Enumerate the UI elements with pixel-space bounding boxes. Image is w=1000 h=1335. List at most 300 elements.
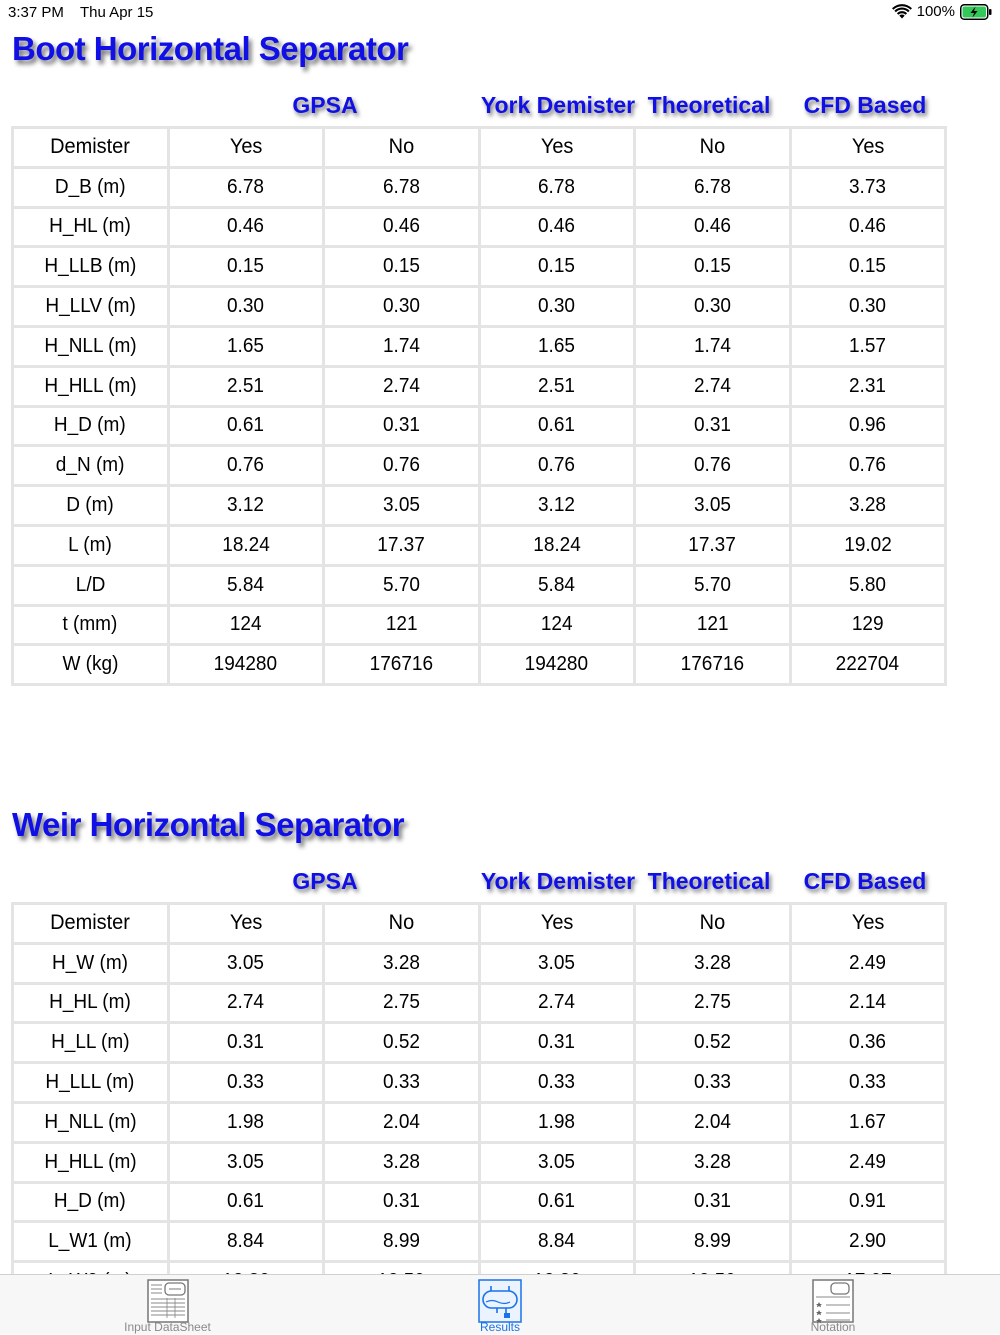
cell-text: 0.30 [693, 295, 731, 318]
cell-text: 0.30 [538, 295, 576, 318]
table-row [13, 486, 946, 526]
value-cell [324, 983, 480, 1023]
cell-text: 3.05 [382, 494, 420, 517]
value-cell [790, 167, 946, 207]
cell-text: 2.49 [849, 1150, 887, 1173]
cell-text: 0.31 [693, 414, 731, 437]
separator-vessel-icon [477, 1278, 523, 1324]
cell-text: H_LL (m) [51, 1031, 130, 1054]
parameter-label [13, 1142, 169, 1182]
cell-text: 1.98 [227, 1110, 265, 1133]
cell-text: 2.51 [538, 374, 576, 397]
table-row [13, 1222, 946, 1262]
cell-text: 0.15 [227, 255, 265, 278]
value-cell [324, 366, 480, 406]
value-cell [324, 605, 480, 645]
cell-text: 0.61 [538, 414, 576, 437]
cell-text: 124 [540, 613, 573, 636]
status-date: Thu Apr 15 [80, 4, 154, 21]
cell-text: 176716 [680, 653, 744, 676]
cell-text: L/D [75, 573, 106, 596]
demister-cell [479, 904, 635, 944]
value-cell [479, 1102, 635, 1142]
cell-text: 0.33 [849, 1071, 887, 1094]
value-cell [168, 565, 324, 605]
parameter-label [13, 167, 169, 207]
section-title: Boot Horizontal Separator [12, 30, 409, 67]
value-cell [635, 605, 791, 645]
value-cell [790, 326, 946, 366]
value-cell [168, 605, 324, 645]
cell-text: No [388, 911, 415, 935]
cell-text: 3.28 [693, 1150, 731, 1173]
value-cell [324, 1023, 480, 1063]
cell-text: D_B (m) [54, 175, 126, 198]
cell-text: 0.15 [693, 255, 731, 278]
value-cell [479, 287, 635, 327]
value-cell [168, 1182, 324, 1222]
value-cell [168, 983, 324, 1023]
value-cell [479, 446, 635, 486]
value-cell [479, 1142, 635, 1182]
value-cell [168, 247, 324, 287]
table-row [13, 1102, 946, 1142]
cell-text: 8.99 [382, 1230, 420, 1253]
value-cell [479, 366, 635, 406]
demister-cell [479, 128, 635, 168]
value-cell [168, 287, 324, 327]
cell-text: 0.31 [382, 414, 420, 437]
cell-text: 0.15 [849, 255, 887, 278]
value-cell [324, 1063, 480, 1103]
group-header-theoretical: Theoretical [647, 868, 771, 894]
cell-text: H_HLL (m) [44, 1150, 137, 1173]
cell-text: Yes [540, 135, 574, 159]
value-cell [635, 167, 791, 207]
cell-text: 0.30 [227, 295, 265, 318]
status-bar [0, 0, 1000, 26]
parameter-label [13, 446, 169, 486]
value-cell [635, 943, 791, 983]
cell-text: 121 [696, 613, 729, 636]
group-header-gpsa: GPSA [292, 92, 358, 118]
table-row [13, 645, 946, 685]
cell-text: 6.78 [382, 175, 420, 198]
cell-text: 0.52 [382, 1031, 420, 1054]
cell-text: 1.74 [693, 334, 731, 357]
table-row [13, 366, 946, 406]
cell-text: 0.61 [227, 414, 265, 437]
value-cell [790, 943, 946, 983]
value-cell [324, 1222, 480, 1262]
cell-text: 0.61 [227, 1190, 265, 1213]
value-cell [324, 207, 480, 247]
cell-text: 124 [229, 613, 262, 636]
cell-text: 8.84 [227, 1230, 265, 1253]
cell-text: 5.70 [382, 573, 420, 596]
boot-results-table [11, 126, 947, 686]
value-cell [479, 1222, 635, 1262]
value-cell [635, 446, 791, 486]
value-cell [790, 645, 946, 685]
table-row [13, 247, 946, 287]
value-cell [790, 207, 946, 247]
tab-bar [0, 1274, 1000, 1334]
table-row [13, 326, 946, 366]
cell-text: 3.05 [538, 951, 576, 974]
cell-text: 0.31 [382, 1190, 420, 1213]
cell-text: 176716 [369, 653, 433, 676]
cell-text: 0.76 [693, 454, 731, 477]
table-row [13, 605, 946, 645]
parameter-label [13, 1023, 169, 1063]
cell-text: 0.61 [538, 1190, 576, 1213]
cell-text: 1.65 [538, 334, 576, 357]
value-cell [635, 326, 791, 366]
cell-text: No [699, 911, 726, 935]
value-cell [479, 943, 635, 983]
cell-text: 0.46 [227, 215, 265, 238]
value-cell [479, 1182, 635, 1222]
value-cell [324, 1142, 480, 1182]
cell-text: 0.46 [382, 215, 420, 238]
parameter-label [13, 605, 169, 645]
value-cell [168, 486, 324, 526]
cell-text: 1.74 [382, 334, 420, 357]
value-cell [790, 983, 946, 1023]
cell-text: 5.84 [538, 573, 576, 596]
group-header-cfd: CFD Based [803, 868, 927, 894]
value-cell [324, 1182, 480, 1222]
group-header-theoretical: Theoretical [647, 92, 771, 118]
cell-text: 2.74 [538, 991, 576, 1014]
cell-text: H_NLL (m) [44, 334, 137, 357]
value-cell [168, 1063, 324, 1103]
value-cell [790, 486, 946, 526]
tab-results[interactable] [440, 1275, 560, 1335]
table-row [13, 446, 946, 486]
results-scroll-view[interactable] [0, 26, 1000, 1274]
demister-cell [635, 128, 791, 168]
cell-text: 8.84 [538, 1230, 576, 1253]
cell-text: H_HL (m) [49, 991, 132, 1014]
cell-text: 2.14 [849, 991, 887, 1014]
tab-notation[interactable] [773, 1275, 893, 1335]
value-cell [324, 247, 480, 287]
cell-text: 0.46 [849, 215, 887, 238]
group-header-york: York Demister [480, 92, 636, 118]
cell-text: 3.12 [227, 494, 265, 517]
value-cell [168, 645, 324, 685]
table-header-row [13, 128, 946, 168]
status-indicators [892, 3, 992, 20]
table-row [13, 1182, 946, 1222]
cell-text: L (m) [68, 533, 113, 556]
cell-text: L_W1 (m) [48, 1230, 132, 1253]
demister-cell [790, 904, 946, 944]
value-cell [479, 406, 635, 446]
cell-text: 0.33 [538, 1071, 576, 1094]
value-cell [635, 525, 791, 565]
cell-text: 3.28 [693, 951, 731, 974]
battery-percent: 100% [916, 3, 955, 20]
value-cell [324, 943, 480, 983]
table-row [13, 1142, 946, 1182]
value-cell [790, 1023, 946, 1063]
parameter-label [13, 525, 169, 565]
cell-text: 3.28 [382, 951, 420, 974]
tab-label: Results [479, 1320, 520, 1334]
parameter-label [13, 565, 169, 605]
cell-text: 0.76 [538, 454, 576, 477]
cell-text: 2.31 [849, 374, 887, 397]
value-cell [324, 287, 480, 327]
value-cell [479, 645, 635, 685]
value-cell [168, 207, 324, 247]
value-cell [324, 565, 480, 605]
value-cell [790, 525, 946, 565]
cell-text: 2.49 [849, 951, 887, 974]
cell-text: 18.24 [221, 533, 270, 556]
parameter-label [13, 1102, 169, 1142]
cell-text: 0.46 [538, 215, 576, 238]
value-cell [168, 366, 324, 406]
cell-text: 0.91 [849, 1190, 887, 1213]
cell-text: 1.98 [538, 1110, 576, 1133]
parameter-label [13, 366, 169, 406]
cell-text: 6.78 [538, 175, 576, 198]
value-cell [479, 247, 635, 287]
value-cell [635, 645, 791, 685]
battery-charging-icon [960, 4, 992, 20]
value-cell [479, 1023, 635, 1063]
cell-text: 17.37 [377, 533, 426, 556]
cell-text: Demister [50, 135, 131, 159]
parameter-label [13, 247, 169, 287]
cell-text: Yes [540, 911, 574, 935]
group-header-york: York Demister [480, 868, 636, 894]
table-row [13, 287, 946, 327]
row-header-label [13, 128, 169, 168]
cell-text: No [699, 135, 726, 159]
cell-text: 3.05 [538, 1150, 576, 1173]
cell-text: H_LLV (m) [45, 295, 136, 318]
cell-text: 2.04 [693, 1110, 731, 1133]
value-cell [479, 167, 635, 207]
cell-text: D (m) [66, 494, 114, 517]
value-cell [790, 247, 946, 287]
value-cell [479, 486, 635, 526]
cell-text: 0.76 [849, 454, 887, 477]
demister-cell [790, 128, 946, 168]
parameter-label [13, 645, 169, 685]
cell-text: 0.31 [538, 1031, 576, 1054]
value-cell [324, 326, 480, 366]
demister-cell [635, 904, 791, 944]
value-cell [635, 1063, 791, 1103]
cell-text: 0.31 [693, 1190, 731, 1213]
value-cell [635, 366, 791, 406]
notation-icon [810, 1278, 856, 1324]
cell-text: 2.75 [693, 991, 731, 1014]
table-row [13, 983, 946, 1023]
cell-text: Yes [851, 911, 885, 935]
cell-text: 2.75 [382, 991, 420, 1014]
table-row [13, 1063, 946, 1103]
tab-label: Input DataSheet [124, 1320, 211, 1334]
cell-text: 194280 [214, 653, 278, 676]
cell-text: 2.90 [849, 1230, 887, 1253]
value-cell [790, 287, 946, 327]
cell-text: 0.15 [538, 255, 576, 278]
cell-text: 5.84 [227, 573, 265, 596]
value-cell [324, 167, 480, 207]
demister-cell [168, 904, 324, 944]
table-row [13, 565, 946, 605]
value-cell [790, 1063, 946, 1103]
value-cell [635, 1182, 791, 1222]
cell-text: 0.36 [849, 1031, 887, 1054]
value-cell [635, 406, 791, 446]
value-cell [324, 525, 480, 565]
cell-text: 6.78 [227, 175, 265, 198]
cell-text: H_HL (m) [49, 215, 132, 238]
value-cell [168, 1222, 324, 1262]
demister-cell [168, 128, 324, 168]
value-cell [324, 446, 480, 486]
value-cell [635, 1222, 791, 1262]
value-cell [790, 1222, 946, 1262]
cell-text: 0.30 [849, 295, 887, 318]
value-cell [479, 525, 635, 565]
cell-text: 3.05 [227, 951, 265, 974]
tab-input-datasheet[interactable] [90, 1275, 245, 1335]
group-header-cfd: CFD Based [803, 92, 927, 118]
table-row [13, 943, 946, 983]
cell-text: H_D (m) [54, 1190, 127, 1213]
value-cell [790, 565, 946, 605]
cell-text: H_NLL (m) [44, 1110, 137, 1133]
cell-text: 2.51 [227, 374, 265, 397]
cell-text: 17.37 [688, 533, 737, 556]
cell-text: 194280 [525, 653, 589, 676]
cell-text: 222704 [836, 653, 900, 676]
table-row [13, 167, 946, 207]
cell-text: 0.15 [382, 255, 420, 278]
table-row [13, 207, 946, 247]
value-cell [324, 486, 480, 526]
cell-text: 1.65 [227, 334, 265, 357]
cell-text: 129 [851, 613, 884, 636]
parameter-label [13, 486, 169, 526]
value-cell [168, 943, 324, 983]
value-cell [635, 207, 791, 247]
cell-text: 0.46 [693, 215, 731, 238]
cell-text: 1.57 [849, 334, 887, 357]
cell-text: 3.05 [227, 1150, 265, 1173]
wifi-icon [892, 4, 912, 20]
parameter-label [13, 406, 169, 446]
value-cell [479, 207, 635, 247]
value-cell [635, 565, 791, 605]
cell-text: 0.30 [382, 295, 420, 318]
value-cell [790, 1142, 946, 1182]
value-cell [635, 1102, 791, 1142]
cell-text: 8.99 [693, 1230, 731, 1253]
cell-text: 0.33 [227, 1071, 265, 1094]
value-cell [168, 1142, 324, 1182]
value-cell [635, 287, 791, 327]
cell-text: 2.04 [382, 1110, 420, 1133]
parameter-label [13, 983, 169, 1023]
cell-text: Yes [229, 135, 263, 159]
value-cell [635, 486, 791, 526]
cell-text: 121 [385, 613, 418, 636]
parameter-label [13, 287, 169, 327]
cell-text: 3.05 [693, 494, 731, 517]
cell-text: 0.33 [693, 1071, 731, 1094]
cell-text: 3.28 [382, 1150, 420, 1173]
status-time: 3:37 PM [8, 4, 64, 21]
value-cell [790, 1182, 946, 1222]
cell-text: H_W (m) [52, 951, 129, 974]
cell-text: No [388, 135, 415, 159]
parameter-label [13, 326, 169, 366]
datasheet-icon [145, 1278, 191, 1324]
table-header-row [13, 904, 946, 944]
group-header-gpsa: GPSA [292, 868, 358, 894]
value-cell [479, 983, 635, 1023]
cell-text: 5.70 [693, 573, 731, 596]
cell-text: H_D (m) [54, 414, 127, 437]
value-cell [790, 366, 946, 406]
cell-text: 5.80 [849, 573, 887, 596]
cell-text: 0.76 [382, 454, 420, 477]
weir-results-table [11, 902, 947, 1303]
cell-text: 0.31 [227, 1031, 265, 1054]
value-cell [479, 1063, 635, 1103]
cell-text: 2.74 [382, 374, 420, 397]
cell-text: 1.67 [849, 1110, 887, 1133]
demister-cell [324, 128, 480, 168]
cell-text: 2.74 [693, 374, 731, 397]
value-cell [790, 605, 946, 645]
cell-text: W (kg) [62, 653, 119, 676]
value-cell [324, 406, 480, 446]
parameter-label [13, 943, 169, 983]
cell-text: Yes [229, 911, 263, 935]
row-header-label [13, 904, 169, 944]
value-cell [790, 406, 946, 446]
cell-text: d_N (m) [55, 454, 125, 477]
parameter-label [13, 1182, 169, 1222]
cell-text: 0.76 [227, 454, 265, 477]
table-row [13, 406, 946, 446]
cell-text: 3.28 [849, 494, 887, 517]
parameter-label [13, 207, 169, 247]
cell-text: 3.12 [538, 494, 576, 517]
value-cell [324, 645, 480, 685]
cell-text: 19.02 [843, 533, 892, 556]
value-cell [479, 326, 635, 366]
value-cell [790, 446, 946, 486]
demister-cell [324, 904, 480, 944]
value-cell [635, 1142, 791, 1182]
cell-text: Yes [851, 135, 885, 159]
value-cell [168, 406, 324, 446]
value-cell [479, 605, 635, 645]
cell-text: 0.52 [693, 1031, 731, 1054]
